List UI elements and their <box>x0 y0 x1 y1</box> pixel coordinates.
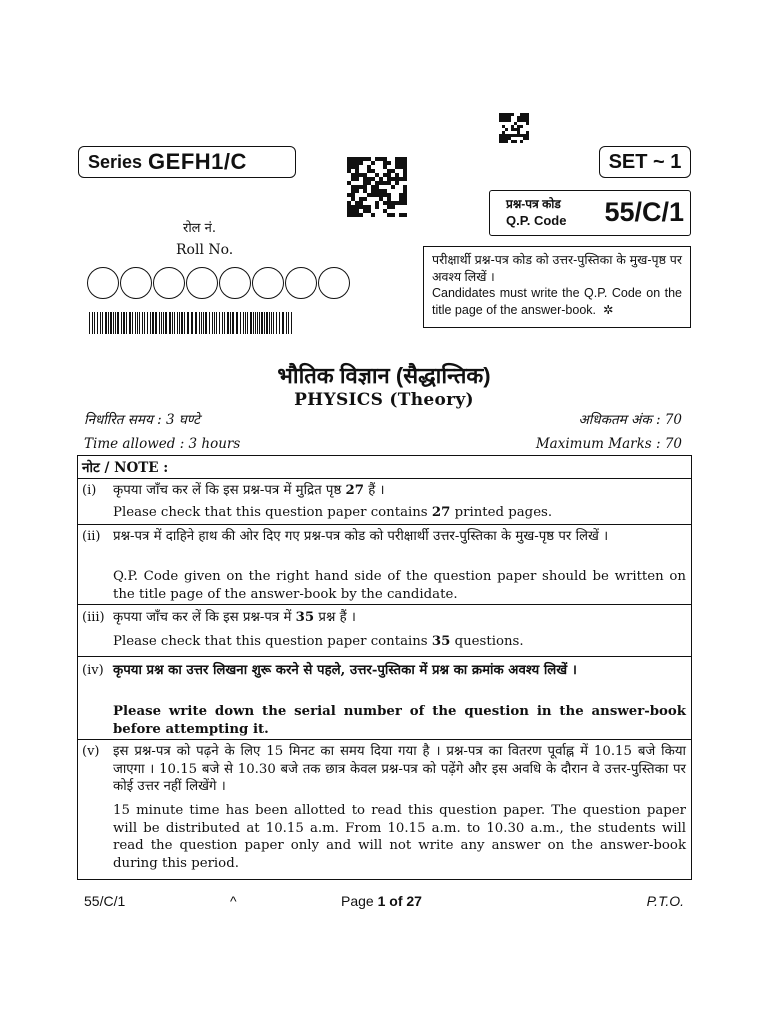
roll-no-label-hindi: रोल नं. <box>183 221 216 236</box>
note-text-hindi: प्रश्न-पत्र में दाहिने हाथ की ओर दिए गए प्रश्न-पत्र कोड को परीक्षार्थी उत्तर-पुस्तिका के मुख-पृष्ठ पर लिखें । <box>113 529 609 544</box>
subject-title: PHYSICS (Theory) <box>294 390 474 410</box>
qr-code-small <box>499 113 529 143</box>
note-item <box>78 656 691 739</box>
qp-code-value: 55/C/1 <box>604 197 684 227</box>
roll-no-digit-box[interactable] <box>318 267 350 299</box>
footer-caret: ^ <box>230 893 237 909</box>
roll-no-digit-box[interactable] <box>153 267 185 299</box>
notice-box <box>423 246 691 328</box>
note-text-english: Q.P. Code given on the right hand side of the question paper should be written on the title page of the answer-book by the candidate. <box>113 569 686 602</box>
max-marks-hindi: अधिकतम अंक : 70 <box>578 412 682 428</box>
question-count-value: 35 <box>431 634 451 649</box>
page-count-value: 27 <box>345 483 365 498</box>
roll-no-digit-box[interactable] <box>252 267 284 299</box>
series-label: Series <box>88 151 143 172</box>
note-number: (v) <box>82 744 100 759</box>
roll-no-digit-box[interactable] <box>87 267 119 299</box>
note-text-english: Please write down the serial number of the question in the answer-book before attempting it. <box>113 704 686 737</box>
note-text-part: Please check that this question paper contains <box>113 505 432 520</box>
question-count-value: 35 <box>295 610 315 625</box>
note-text-part: Please check that this question paper contains <box>113 634 432 649</box>
note-item <box>78 739 691 880</box>
page-count-value: 27 <box>431 505 451 520</box>
note-text-hindi <box>113 609 686 627</box>
qp-code-box <box>489 190 691 236</box>
note-text-hindi: कृपया प्रश्न का उत्तर लिखना शुरू करने से पहले, उत्तर-पुस्तिका में प्रश्न का क्रमांक अवश्य लिखें । <box>113 663 577 678</box>
note-text-hindi: इस प्रश्न-पत्र को पढ़ने के लिए 15 मिनट का समय दिया गया है । प्रश्न-पत्र का वितरण पूर्वाह्न में 10.15 बजे किया जाएगा । 10.15 बजे से 10.30 बजे तक छात्र केवल प्रश्न-पत्र को पढ़ेंगे और इस अवधि के दौरान वे उत्तर-पुस्तिका पर कोई उत्तर नहीं लिखेंगे । <box>113 744 686 794</box>
note-item <box>78 524 691 604</box>
footer-qp-code: 55/C/1 <box>84 893 126 909</box>
note-item <box>78 478 691 524</box>
series-code: GEFH1/C <box>148 149 247 174</box>
note-text-part: कृपया जाँच कर लें कि इस प्रश्न-पत्र में मुद्रित पृष्ठ <box>113 483 346 498</box>
note-number: (i) <box>82 483 97 498</box>
pto-label: P.T.O. <box>646 893 684 909</box>
time-allowed: Time allowed : 3 hours <box>84 436 241 452</box>
note-text-english <box>113 633 686 651</box>
roll-no-label: Roll No. <box>176 242 234 258</box>
notes-title: नोट / NOTE : <box>82 460 169 476</box>
notice-english-text: Candidates must write the Q.P. Code on the title page of the answer-book. <box>432 286 682 317</box>
note-text-english <box>113 504 686 522</box>
qp-code-label: Q.P. Code <box>506 213 567 228</box>
set-box: SET ~ 1 <box>599 146 691 178</box>
series-box <box>78 146 296 178</box>
note-number: (iii) <box>82 610 105 625</box>
qr-code-large <box>347 157 407 217</box>
note-text-part: कृपया जाँच कर लें कि इस प्रश्न-पत्र में <box>113 610 296 625</box>
note-text-part: प्रश्न हैं । <box>314 610 356 625</box>
note-text-part: questions. <box>450 634 524 649</box>
barcode <box>89 312 295 334</box>
page-number <box>341 893 422 909</box>
note-text-hindi <box>113 482 686 500</box>
notice-hindi: परीक्षार्थी प्रश्न-पत्र कोड को उत्तर-पुस्तिका के मुख-पृष्ठ पर अवश्य लिखें । <box>432 253 682 284</box>
note-text-part: हैं । <box>364 483 385 498</box>
page-of: of <box>385 893 407 909</box>
note-text-part: printed pages. <box>450 505 553 520</box>
roll-no-digit-box[interactable] <box>120 267 152 299</box>
page-label: Page <box>341 893 378 909</box>
notes-table <box>77 455 692 880</box>
roll-no-digit-box[interactable] <box>285 267 317 299</box>
page-current: 1 <box>377 893 386 909</box>
note-number: (ii) <box>82 529 101 544</box>
note-number: (iv) <box>82 663 104 678</box>
subject-title-hindi: भौतिक विज्ञान (सैद्धान्तिक) <box>277 363 491 388</box>
qp-code-label-hindi: प्रश्न-पत्र कोड <box>506 197 561 211</box>
notice-english <box>432 285 682 318</box>
note-item <box>78 604 691 656</box>
notice-mark: ✲ <box>602 302 614 317</box>
roll-no-digit-box[interactable] <box>219 267 251 299</box>
max-marks: Maximum Marks : 70 <box>535 436 682 452</box>
note-text-english: 15 minute time has been allotted to read this question paper. The question paper will be distributed at 10.15 a.m. From 10.15 a.m. to 10.30 a.m., the students will read the question paper only and will not write any answer on the answer-book during this period. <box>113 803 686 871</box>
time-allowed-hindi: निर्धारित समय : 3 घण्टे <box>84 412 200 428</box>
roll-no-digit-box[interactable] <box>186 267 218 299</box>
page-total: 27 <box>406 893 422 909</box>
